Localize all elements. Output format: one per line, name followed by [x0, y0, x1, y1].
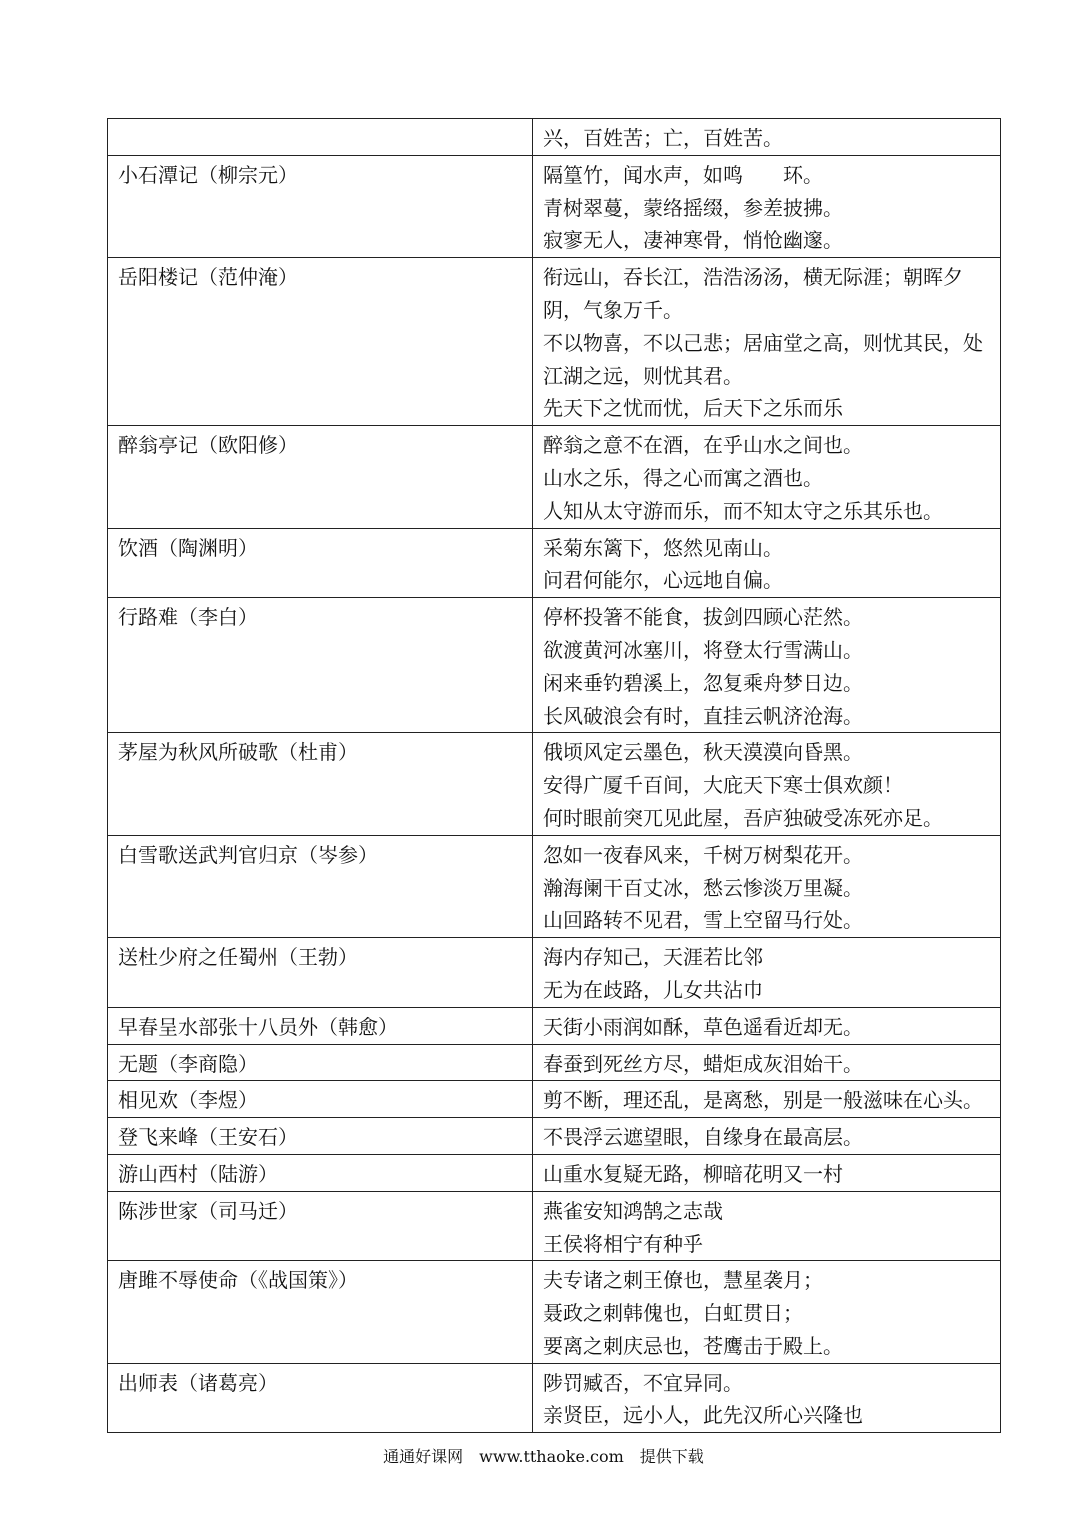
- work-title-cell: 饮酒（陶渊明）: [108, 528, 533, 598]
- quote-line: 天街小雨润如酥，草色遥看近却无。: [543, 1014, 863, 1039]
- quote-line: 青树翠蔓，蒙络摇缀，参差披拂。: [543, 195, 843, 220]
- quote-lines-cell: [533, 598, 1001, 733]
- table-body: [108, 119, 1001, 1433]
- quote-line: 要离之刺庆忌也，苍鹰击于殿上。: [543, 1333, 843, 1358]
- quote-line: 醉翁之意不在酒，在乎山水之间也。: [543, 433, 863, 458]
- work-title-cell: 无题（李商隐）: [108, 1044, 533, 1081]
- quote-line: 兴，百姓苦；亡，百姓苦。: [543, 126, 783, 150]
- quote-line: 何时眼前突兀见此屋，吾庐独破受冻死亦足。: [543, 805, 943, 830]
- quote-lines-cell: [533, 1081, 1001, 1118]
- quote-line: 俄顷风定云墨色，秋天漠漠向昏黑。: [543, 740, 863, 765]
- work-title-cell: 早春呈水部张十八员外（韩愈）: [108, 1007, 533, 1044]
- poem-quotes-table: [107, 118, 1001, 1433]
- work-title-cell: 唐雎不辱使命（《战国策》）: [108, 1261, 533, 1363]
- quote-line: 不以物喜，不以己悲；居庙堂之高，则忧其民，处江湖之远，则忧其君。: [543, 330, 983, 388]
- table-row: [108, 1191, 1001, 1261]
- quote-line: 衔远山，吞长江，浩浩汤汤，横无际涯；朝晖夕阴，气象万千。: [543, 265, 963, 322]
- table-row: [108, 1081, 1001, 1118]
- table-row: [108, 1007, 1001, 1044]
- quote-lines-cell: [533, 1007, 1001, 1044]
- table-row: [108, 155, 1001, 257]
- quote-line: 长风破浪会有时，直挂云帆济沧海。: [543, 703, 863, 728]
- quote-line: 瀚海阑干百丈冰，愁云惨淡万里凝。: [543, 875, 863, 900]
- quote-line: 山回路转不见君，雪上空留马行处。: [543, 908, 863, 933]
- quote-lines-cell: [533, 1261, 1001, 1363]
- table-row: [108, 835, 1001, 937]
- work-title-cell: 登飞来峰（王安石）: [108, 1118, 533, 1155]
- work-title-cell: 白雪歌送武判官归京（岑参）: [108, 835, 533, 937]
- work-title-cell: 相见欢（李煜）: [108, 1081, 533, 1118]
- quote-line: 隔篁竹，闻水声，如鸣 环。: [543, 162, 823, 187]
- work-title-cell: 岳阳楼记（范仲淹）: [108, 258, 533, 426]
- quote-line: 聂政之刺韩傀也，白虹贯日；: [543, 1301, 803, 1326]
- table-row: [108, 528, 1001, 598]
- quote-line: 问君何能尔，心远地自偏。: [543, 568, 783, 593]
- table-row: [108, 598, 1001, 733]
- quote-line: 燕雀安知鸿鹄之志哉: [543, 1198, 723, 1223]
- quote-lines-cell: [533, 1363, 1001, 1433]
- quote-lines-cell: [533, 1154, 1001, 1191]
- quote-line: 山重水复疑无路，柳暗花明又一村: [543, 1161, 843, 1186]
- quote-line: 寂寥无人，凄神寒骨，悄怆幽邃。: [543, 228, 843, 253]
- quote-line: 亲贤臣，远小人，此先汉所心兴隆也: [543, 1403, 863, 1428]
- quote-lines-cell: [533, 155, 1001, 257]
- quote-line: 剪不断，理还乱，是离愁，别是一般滋味在心头。: [543, 1088, 983, 1113]
- quote-line: 无为在歧路，儿女共沾巾: [543, 977, 763, 1002]
- table-row: [108, 258, 1001, 426]
- quote-line: 欲渡黄河冰塞川，将登太行雪满山。: [543, 637, 863, 662]
- quote-lines-cell: [533, 426, 1001, 528]
- work-title-cell: 送杜少府之任蜀州（王勃）: [108, 938, 533, 1008]
- quote-lines-cell: [533, 528, 1001, 598]
- work-title-cell: 出师表（诸葛亮）: [108, 1363, 533, 1433]
- quote-line: 春蚕到死丝方尽，蜡炬成灰泪始干。: [543, 1051, 863, 1076]
- work-title-cell: 醉翁亭记（欧阳修）: [108, 426, 533, 528]
- quote-lines-cell: [533, 733, 1001, 835]
- table-row: [108, 1363, 1001, 1433]
- work-title-cell: [108, 119, 533, 156]
- quote-line: 闲来垂钓碧溪上，忽复乘舟梦日边。: [543, 670, 863, 695]
- quote-line: 停杯投箸不能食，拔剑四顾心茫然。: [543, 605, 863, 630]
- table-row: [108, 426, 1001, 528]
- table-row: [108, 938, 1001, 1008]
- quote-line: 忽如一夜春风来，千树万树梨花开。: [543, 842, 863, 867]
- table-row: [108, 1044, 1001, 1081]
- work-title-cell: 茅屋为秋风所破歌（杜甫）: [108, 733, 533, 835]
- quote-line: 山水之乐，得之心而寓之酒也。: [543, 465, 823, 490]
- quote-line: 先天下之忧而忧，后天下之乐而乐: [543, 396, 843, 421]
- quote-line: 陟罚臧否，不宜异同。: [543, 1370, 743, 1395]
- page-footer: 通通好课网 www.tthaoke.com 提供下载: [383, 1447, 704, 1466]
- work-title-cell: 行路难（李白）: [108, 598, 533, 733]
- work-title-cell: 陈涉世家（司马迁）: [108, 1191, 533, 1261]
- table-row: [108, 733, 1001, 835]
- quote-line: 人知从太守游而乐，而不知太守之乐其乐也。: [543, 498, 943, 523]
- quote-line: 不畏浮云遮望眼，自缘身在最高层。: [543, 1125, 863, 1150]
- table-row: [108, 1261, 1001, 1363]
- quote-line: 安得广厦千百间，大庇天下寒士俱欢颜！: [543, 773, 903, 798]
- work-title-cell: 小石潭记（柳宗元）: [108, 155, 533, 257]
- quote-line: 王侯将相宁有种乎: [543, 1231, 703, 1256]
- quote-lines-cell: [533, 119, 1001, 156]
- table-row: [108, 1154, 1001, 1191]
- quote-lines-cell: [533, 938, 1001, 1008]
- table-row: [108, 119, 1001, 156]
- quote-lines-cell: [533, 835, 1001, 937]
- quote-line: 海内存知己，天涯若比邻: [543, 945, 763, 970]
- quote-lines-cell: [533, 258, 1001, 426]
- work-title-cell: 游山西村（陆游）: [108, 1154, 533, 1191]
- quote-lines-cell: [533, 1191, 1001, 1261]
- table-row: [108, 1118, 1001, 1155]
- quote-line: 采菊东篱下，悠然见南山。: [543, 535, 783, 560]
- quote-lines-cell: [533, 1118, 1001, 1155]
- quote-line: 夫专诸之刺王僚也，慧星袭月；: [543, 1268, 823, 1293]
- quote-lines-cell: [533, 1044, 1001, 1081]
